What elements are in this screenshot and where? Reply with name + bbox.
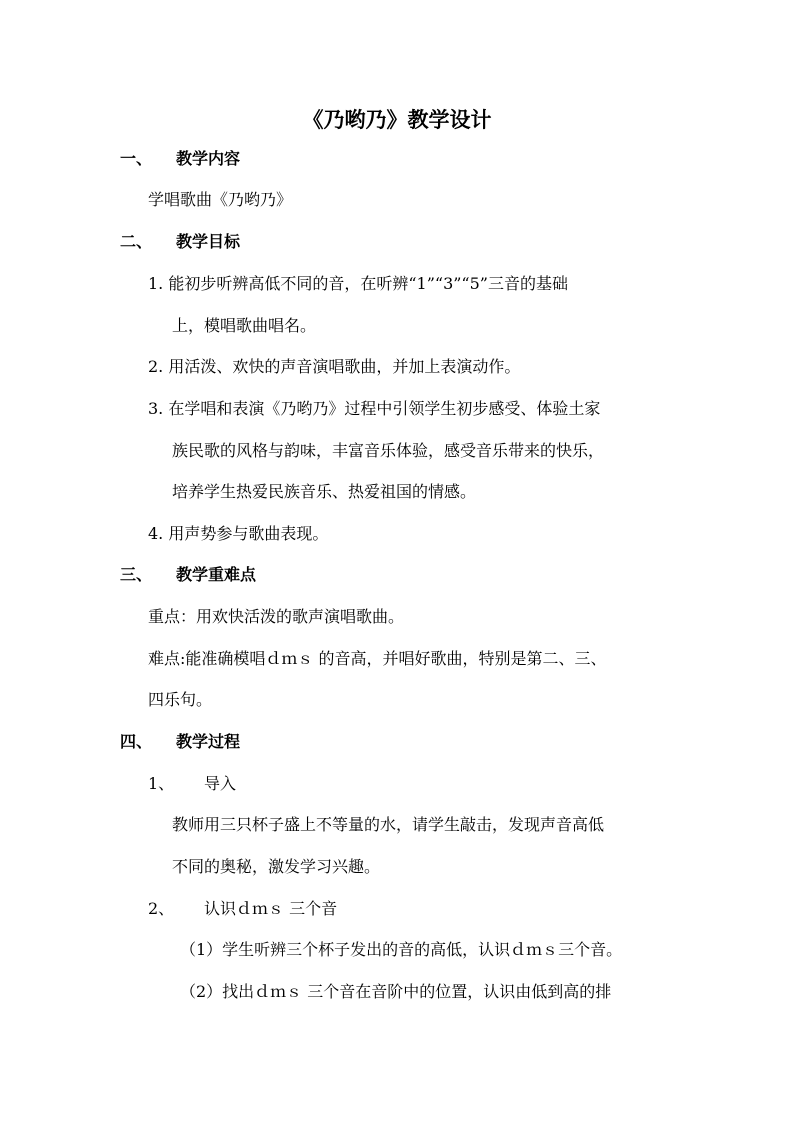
step-number: 2、 [148, 899, 175, 918]
process-step-2-point-2: （2）找出ｄｍｓ 三个音在音阶中的位置，认识由低到高的排 [180, 982, 612, 1001]
key-point-text: 重点：用欢快活泼的歌声演唱歌曲。 [148, 607, 405, 626]
section-title: 教学内容 [176, 149, 241, 168]
process-step-2-point-1: （1）学生听辨三个杯子发出的音的高低，认识ｄｍｓ三个音。 [180, 940, 623, 959]
step-label: 认识ｄｍｓ 三个音 [204, 899, 338, 918]
difficulty-line-2: 四乐句。 [148, 690, 213, 709]
goal-item-3-line-2: 族民歌的风格与韵味，丰富音乐体验，感受音乐带来的快乐， [172, 441, 605, 460]
section-heading-goals [120, 231, 240, 253]
content-text: 学唱歌曲《乃哟乃》 [148, 190, 293, 209]
section-heading-content [120, 148, 240, 170]
goal-item-1-line-1: 1. 能初步听辨高低不同的音，在听辨“1”“3”“5”三音的基础 [148, 274, 568, 293]
step-label: 导入 [204, 774, 237, 793]
goal-item-1-line-2: 上，模唱歌曲唱名。 [172, 316, 317, 335]
section-number: 二、 [120, 232, 153, 251]
document-title: 《乃哟乃》教学设计 [302, 107, 492, 132]
goal-item-2: 2. 用活泼、欢快的声音演唱歌曲，并加上表演动作。 [148, 357, 521, 376]
section-number: 四、 [120, 732, 153, 751]
section-heading-process [120, 731, 240, 753]
goal-item-3-line-3: 培养学生热爱民族音乐、热爱祖国的情感。 [172, 482, 477, 501]
process-step-2-heading [148, 898, 337, 920]
goal-item-3-line-1: 3. 在学唱和表演《乃哟乃》过程中引领学生初步感受、体验土家 [148, 399, 601, 418]
step-number: 1、 [148, 774, 175, 793]
process-step-1-text-1: 教师用三只杯子盛上不等量的水，请学生敲击，发现声音高低 [172, 815, 605, 834]
section-title: 教学目标 [176, 232, 241, 251]
process-step-1-text-2: 不同的奥秘，激发学习兴趣。 [172, 857, 381, 876]
section-number: 三、 [120, 565, 153, 584]
section-title: 教学重难点 [176, 565, 257, 584]
goal-item-4: 4. 用声势参与歌曲表现。 [148, 524, 329, 543]
process-step-1-heading [148, 773, 236, 795]
difficulty-line-1: 难点:能准确模唱ｄｍｓ 的音高，并唱好歌曲，特别是第二、三、 [148, 649, 607, 668]
section-title: 教学过程 [176, 732, 241, 751]
section-number: 一、 [120, 149, 153, 168]
section-heading-key-points [120, 564, 256, 586]
